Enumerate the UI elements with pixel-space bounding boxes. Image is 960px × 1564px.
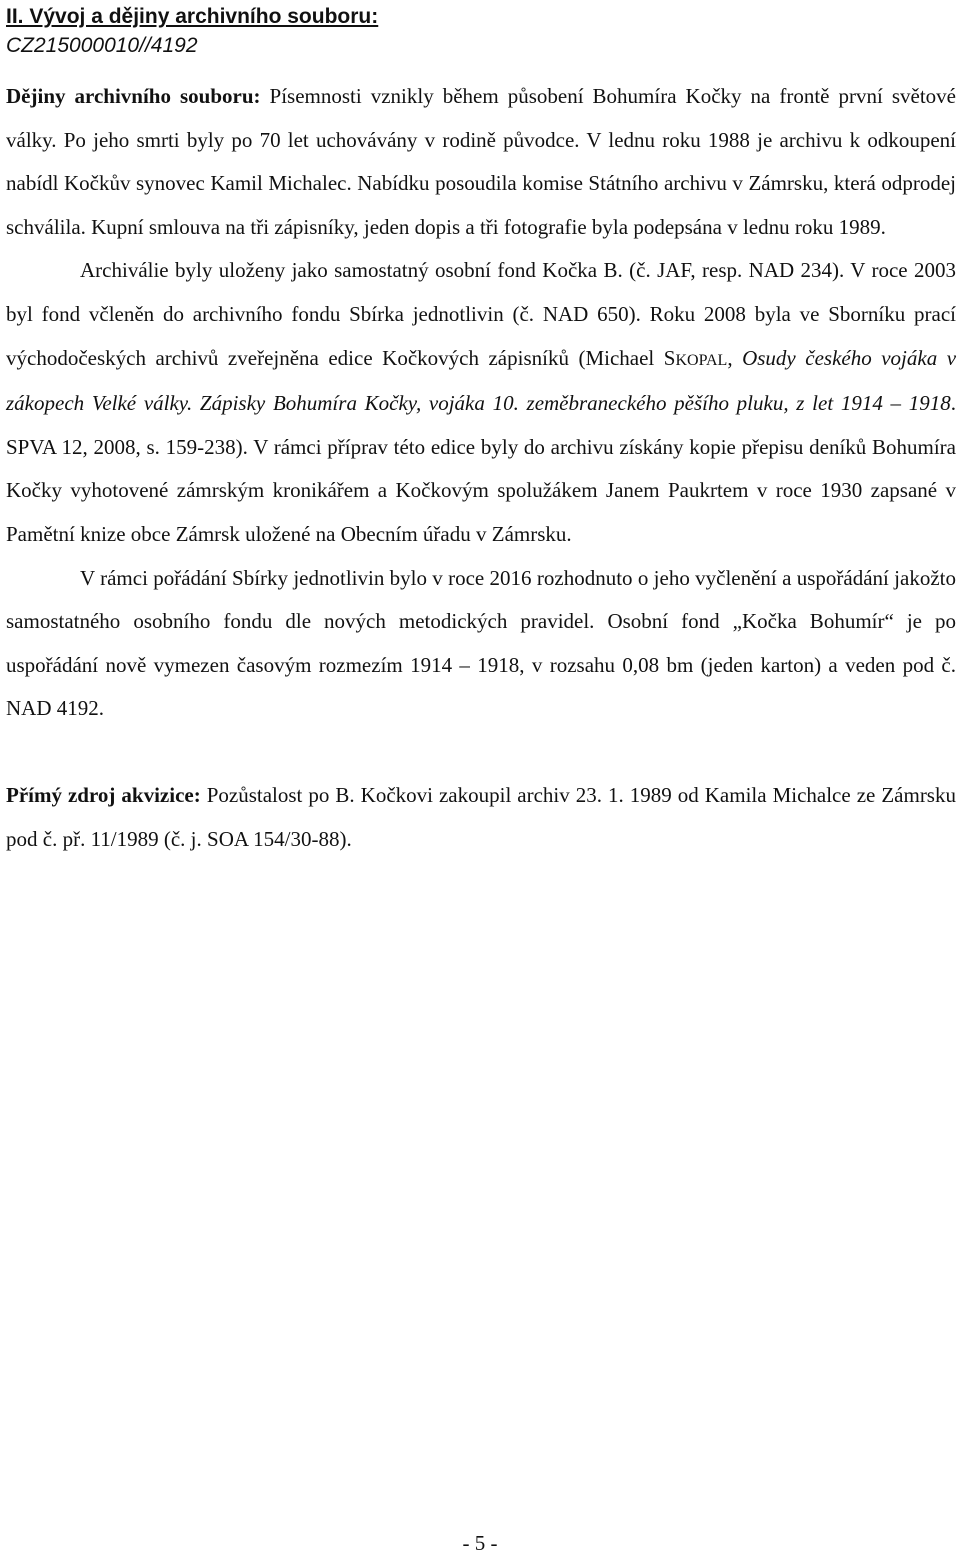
arrangement-paragraph xyxy=(6,249,956,556)
history-paragraph xyxy=(6,75,956,249)
history-text: Písemnosti vznikly během působení Bohumíra Kočky na frontě první světové války. Po jeho smrti byly po 70 let uchovávány v rodině původce. V lednu roku 1988 je archivu k odkoupení nabídl Kočkův synovec Kamil Michalec. Nabídku posoudila komise Státního archivu v Zámrsku, která odprodej schválila. Kupní smlouva na tři zápisníky, jeden dopis a tři fotografie byla podepsána v lednu roku 1989. xyxy=(6,84,956,239)
author-smallcaps: KOPAL xyxy=(675,351,728,369)
history-label: Dějiny archivního souboru: xyxy=(6,84,261,108)
arrangement-text-c: . SPVA 12, 2008, s. 159-238). V rámci příprav této edice byly do archivu získány kopie přepisu deníků Bohumíra Kočky vyhotovené zámrským kronikářem a Kočkovým spolužákem Janem Paukrtem v roce 1930 zapsané v Pamětní knize obce Zámrsk uložené na Obecním úřadu v Zámrsku. xyxy=(6,391,956,546)
section-heading xyxy=(6,2,956,60)
arrangement-text-b: , xyxy=(727,345,743,370)
document-page xyxy=(6,0,956,861)
acquisition-label: Přímý zdroj akvizice: xyxy=(6,782,201,807)
edition-title: Osudy českého vojáka v zákopech Velké války. Zápisky Bohumíra Kočky, vojáka 10. zeměbraneckého pěšího pluku, z let 1914 – 1918 xyxy=(6,345,957,416)
section-title: II. Vývoj a dějiny archivního souboru: xyxy=(6,5,379,28)
page-number: - 5 - xyxy=(462,1531,498,1555)
acquisition-paragraph xyxy=(6,774,956,861)
processing-text: V rámci pořádání Sbírky jednotlivin bylo v roce 2016 rozhodnuto o jeho vyčlenění a uspořádání jakožto samostatného osobního fondu dle nových metodických pravidel. Osobní fond „Kočka Bohumír“ je po uspořádání nově vymezen časovým rozmezím 1914 – 1918, v rozsahu 0,08 bm (jeden karton) a veden pod č. NAD 4192. xyxy=(6,565,956,721)
acquisition-text: Pozůstalost po B. Kočkovi zakoupil archiv 23. 1. 1989 od Kamila Michalce ze Zámrsku pod č. př. 11/1989 (č. j. SOA 154/30-88). xyxy=(6,782,956,851)
arrangement-text-a: Archiválie byly uloženy jako samostatný osobní fond Kočka B. (č. JAF, resp. NAD 234). V roce 2003 byl fond včleněn do archivního fondu Sbírka jednotlivin (č. NAD 650). Roku 2008 byla ve Sborníku prací východočeských archivů zveřejněna edice Kočkových zápisníků (Michael S xyxy=(6,258,956,370)
processing-paragraph xyxy=(6,557,956,731)
fond-reference-code: CZ215000010//4192 xyxy=(6,34,198,57)
